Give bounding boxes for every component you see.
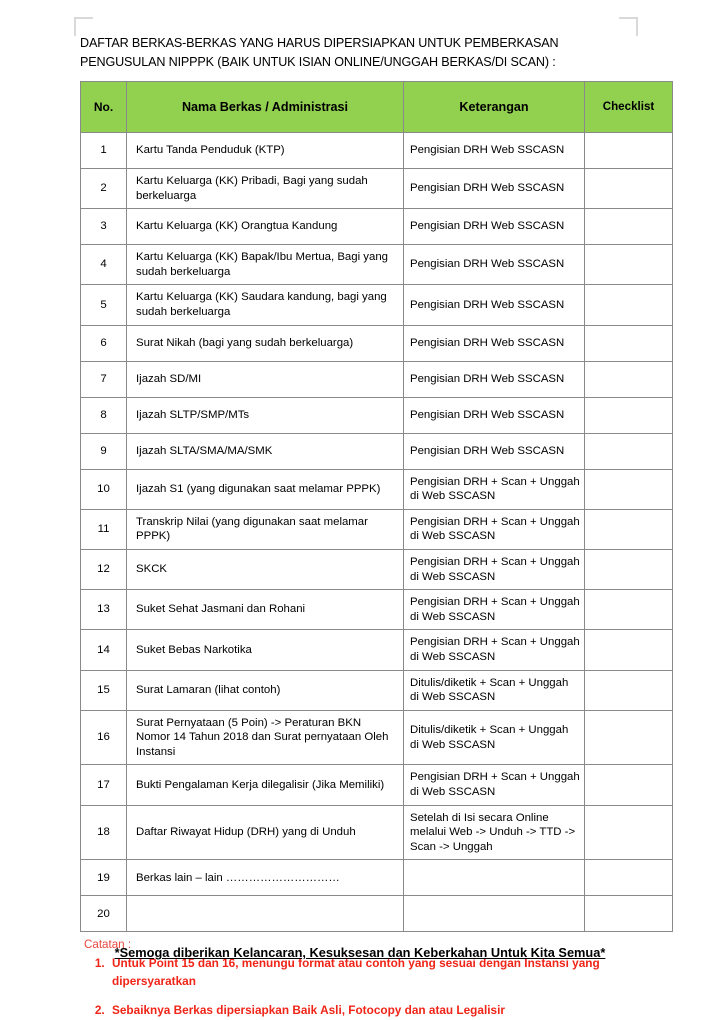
table-row	[81, 469, 673, 509]
cell-keterangan: Pengisian DRH Web SSCASN	[404, 209, 585, 245]
cell-checklist[interactable]	[585, 469, 673, 509]
page-title-line-1: DAFTAR BERKAS-BERKAS YANG HARUS DIPERSIAPKAN UNTUK PEMBERKASAN	[80, 36, 559, 50]
cell-no: 5	[81, 285, 127, 325]
cell-checklist[interactable]	[585, 670, 673, 710]
cell-no: 11	[81, 509, 127, 549]
table-row	[81, 209, 673, 245]
table-row	[81, 133, 673, 169]
cell-no: 9	[81, 433, 127, 469]
table-header-row	[81, 82, 673, 133]
footer-text: *Semoga diberikan Kelancaran, Kesuksesan dan Keberkahan Untuk Kita Semua*	[114, 945, 606, 960]
cell-no: 17	[81, 765, 127, 805]
column-header-checklist: Checklist	[585, 82, 673, 133]
cell-no: 13	[81, 590, 127, 630]
cell-nama: Surat Pernyataan (5 Poin) -> Peraturan BKN Nomor 14 Tahun 2018 dan Surat pernyataan Oleh Instansi	[127, 710, 404, 765]
column-header-keterangan: Keterangan	[404, 82, 585, 133]
cell-keterangan: Setelah di Isi secara Online melalui Web -> Unduh -> TTD -> Scan -> Unggah	[404, 805, 585, 860]
table-row	[81, 765, 673, 805]
cell-no: 8	[81, 397, 127, 433]
cell-nama: Ijazah SD/MI	[127, 361, 404, 397]
cell-nama: Kartu Keluarga (KK) Bapak/Ibu Mertua, Bagi yang sudah berkeluarga	[127, 245, 404, 285]
cell-checklist[interactable]	[585, 433, 673, 469]
cell-no: 10	[81, 469, 127, 509]
cell-keterangan	[404, 896, 585, 932]
table-row	[81, 361, 673, 397]
table-row	[81, 590, 673, 630]
cell-checklist[interactable]	[585, 209, 673, 245]
cell-nama: Kartu Keluarga (KK) Pribadi, Bagi yang sudah berkeluarga	[127, 169, 404, 209]
table-row	[81, 549, 673, 589]
cell-no: 19	[81, 860, 127, 896]
table-row	[81, 860, 673, 896]
cell-checklist[interactable]	[585, 285, 673, 325]
cell-no: 16	[81, 710, 127, 765]
column-header-no: No.	[81, 82, 127, 133]
notes-heading: Catatan :	[84, 938, 132, 952]
table-row	[81, 397, 673, 433]
cell-nama: Transkrip Nilai (yang digunakan saat melamar PPPK)	[127, 509, 404, 549]
cell-nama: Ijazah SLTP/SMP/MTs	[127, 397, 404, 433]
cell-checklist[interactable]	[585, 590, 673, 630]
page-title-line-2: PENGUSULAN NIPPPK (BAIK UNTUK ISIAN ONLINE/UNGGAH BERKAS/DI SCAN) :	[80, 54, 556, 69]
note-item: 1. Untuk Point 15 dan 16, menungu format atau contoh yang sesuai dengan Instansi yang dipersyaratkan	[108, 955, 636, 990]
cell-checklist[interactable]	[585, 860, 673, 896]
cell-checklist[interactable]	[585, 710, 673, 765]
table-row	[81, 670, 673, 710]
cell-nama: Suket Sehat Jasmani dan Rohani	[127, 590, 404, 630]
cell-no: 18	[81, 805, 127, 860]
column-header-nama: Nama Berkas / Administrasi	[127, 82, 404, 133]
cell-no: 6	[81, 325, 127, 361]
cell-keterangan: Ditulis/diketik + Scan + Unggah di Web SSCASN	[404, 710, 585, 765]
table-row	[81, 245, 673, 285]
cell-checklist[interactable]	[585, 361, 673, 397]
cell-nama: Suket Bebas Narkotika	[127, 630, 404, 670]
berkas-table	[80, 81, 673, 932]
cell-checklist[interactable]	[585, 630, 673, 670]
cell-keterangan: Pengisian DRH Web SSCASN	[404, 133, 585, 169]
cell-checklist[interactable]	[585, 325, 673, 361]
cell-keterangan: Pengisian DRH Web SSCASN	[404, 361, 585, 397]
cell-keterangan: Ditulis/diketik + Scan + Unggah di Web SSCASN	[404, 670, 585, 710]
table-row	[81, 325, 673, 361]
table-row	[81, 509, 673, 549]
cell-keterangan: Pengisian DRH Web SSCASN	[404, 397, 585, 433]
cell-no: 2	[81, 169, 127, 209]
cell-nama: Berkas lain – lain …………………………	[127, 860, 404, 896]
cell-keterangan: Pengisian DRH Web SSCASN	[404, 245, 585, 285]
cell-keterangan: Pengisian DRH Web SSCASN	[404, 169, 585, 209]
cell-no: 20	[81, 896, 127, 932]
cell-no: 7	[81, 361, 127, 397]
page-title	[80, 34, 636, 71]
table-row	[81, 896, 673, 932]
cell-no: 1	[81, 133, 127, 169]
cell-checklist[interactable]	[585, 896, 673, 932]
cell-nama: Kartu Tanda Penduduk (KTP)	[127, 133, 404, 169]
cell-nama: Surat Lamaran (lihat contoh)	[127, 670, 404, 710]
cell-keterangan: Pengisian DRH + Scan + Unggah di Web SSCASN	[404, 765, 585, 805]
cell-keterangan: Pengisian DRH + Scan + Unggah di Web SSCASN	[404, 590, 585, 630]
cell-no: 15	[81, 670, 127, 710]
cell-keterangan	[404, 860, 585, 896]
cell-checklist[interactable]	[585, 169, 673, 209]
cell-checklist[interactable]	[585, 245, 673, 285]
cell-nama: Bukti Pengalaman Kerja dilegalisir (Jika Memiliki)	[127, 765, 404, 805]
cell-nama	[127, 896, 404, 932]
cell-checklist[interactable]	[585, 805, 673, 860]
cell-nama: Ijazah S1 (yang digunakan saat melamar PPPK)	[127, 469, 404, 509]
cell-keterangan: Pengisian DRH Web SSCASN	[404, 433, 585, 469]
table-row	[81, 805, 673, 860]
table-row	[81, 433, 673, 469]
cell-nama: Kartu Keluarga (KK) Saudara kandung, bagi yang sudah berkeluarga	[127, 285, 404, 325]
cell-nama: Daftar Riwayat Hidup (DRH) yang di Unduh	[127, 805, 404, 860]
document-body	[80, 34, 655, 1020]
footer	[0, 944, 720, 962]
cell-keterangan: Pengisian DRH Web SSCASN	[404, 285, 585, 325]
cell-no: 3	[81, 209, 127, 245]
cell-no: 4	[81, 245, 127, 285]
table-body	[81, 133, 673, 932]
cell-nama: SKCK	[127, 549, 404, 589]
table-row	[81, 630, 673, 670]
cell-no: 12	[81, 549, 127, 589]
table-row	[81, 710, 673, 765]
cell-keterangan: Pengisian DRH Web SSCASN	[404, 325, 585, 361]
cell-checklist[interactable]	[585, 509, 673, 549]
cell-keterangan: Pengisian DRH + Scan + Unggah di Web SSCASN	[404, 469, 585, 509]
cell-checklist[interactable]	[585, 133, 673, 169]
cell-checklist[interactable]	[585, 549, 673, 589]
cell-keterangan: Pengisian DRH + Scan + Unggah di Web SSCASN	[404, 630, 585, 670]
table-header	[81, 82, 673, 133]
cell-nama: Kartu Keluarga (KK) Orangtua Kandung	[127, 209, 404, 245]
note-item: 2. Sebaiknya Berkas dipersiapkan Baik Asli, Fotocopy dan atau Legalisir	[108, 1002, 636, 1020]
cell-no: 14	[81, 630, 127, 670]
cell-checklist[interactable]	[585, 397, 673, 433]
cell-nama: Surat Nikah (bagi yang sudah berkeluarga)	[127, 325, 404, 361]
cell-keterangan: Pengisian DRH + Scan + Unggah di Web SSCASN	[404, 549, 585, 589]
cell-checklist[interactable]	[585, 765, 673, 805]
table-row	[81, 169, 673, 209]
table-row	[81, 285, 673, 325]
notes-list	[80, 955, 636, 1020]
cell-keterangan: Pengisian DRH + Scan + Unggah di Web SSCASN	[404, 509, 585, 549]
cell-nama: Ijazah SLTA/SMA/MA/SMK	[127, 433, 404, 469]
